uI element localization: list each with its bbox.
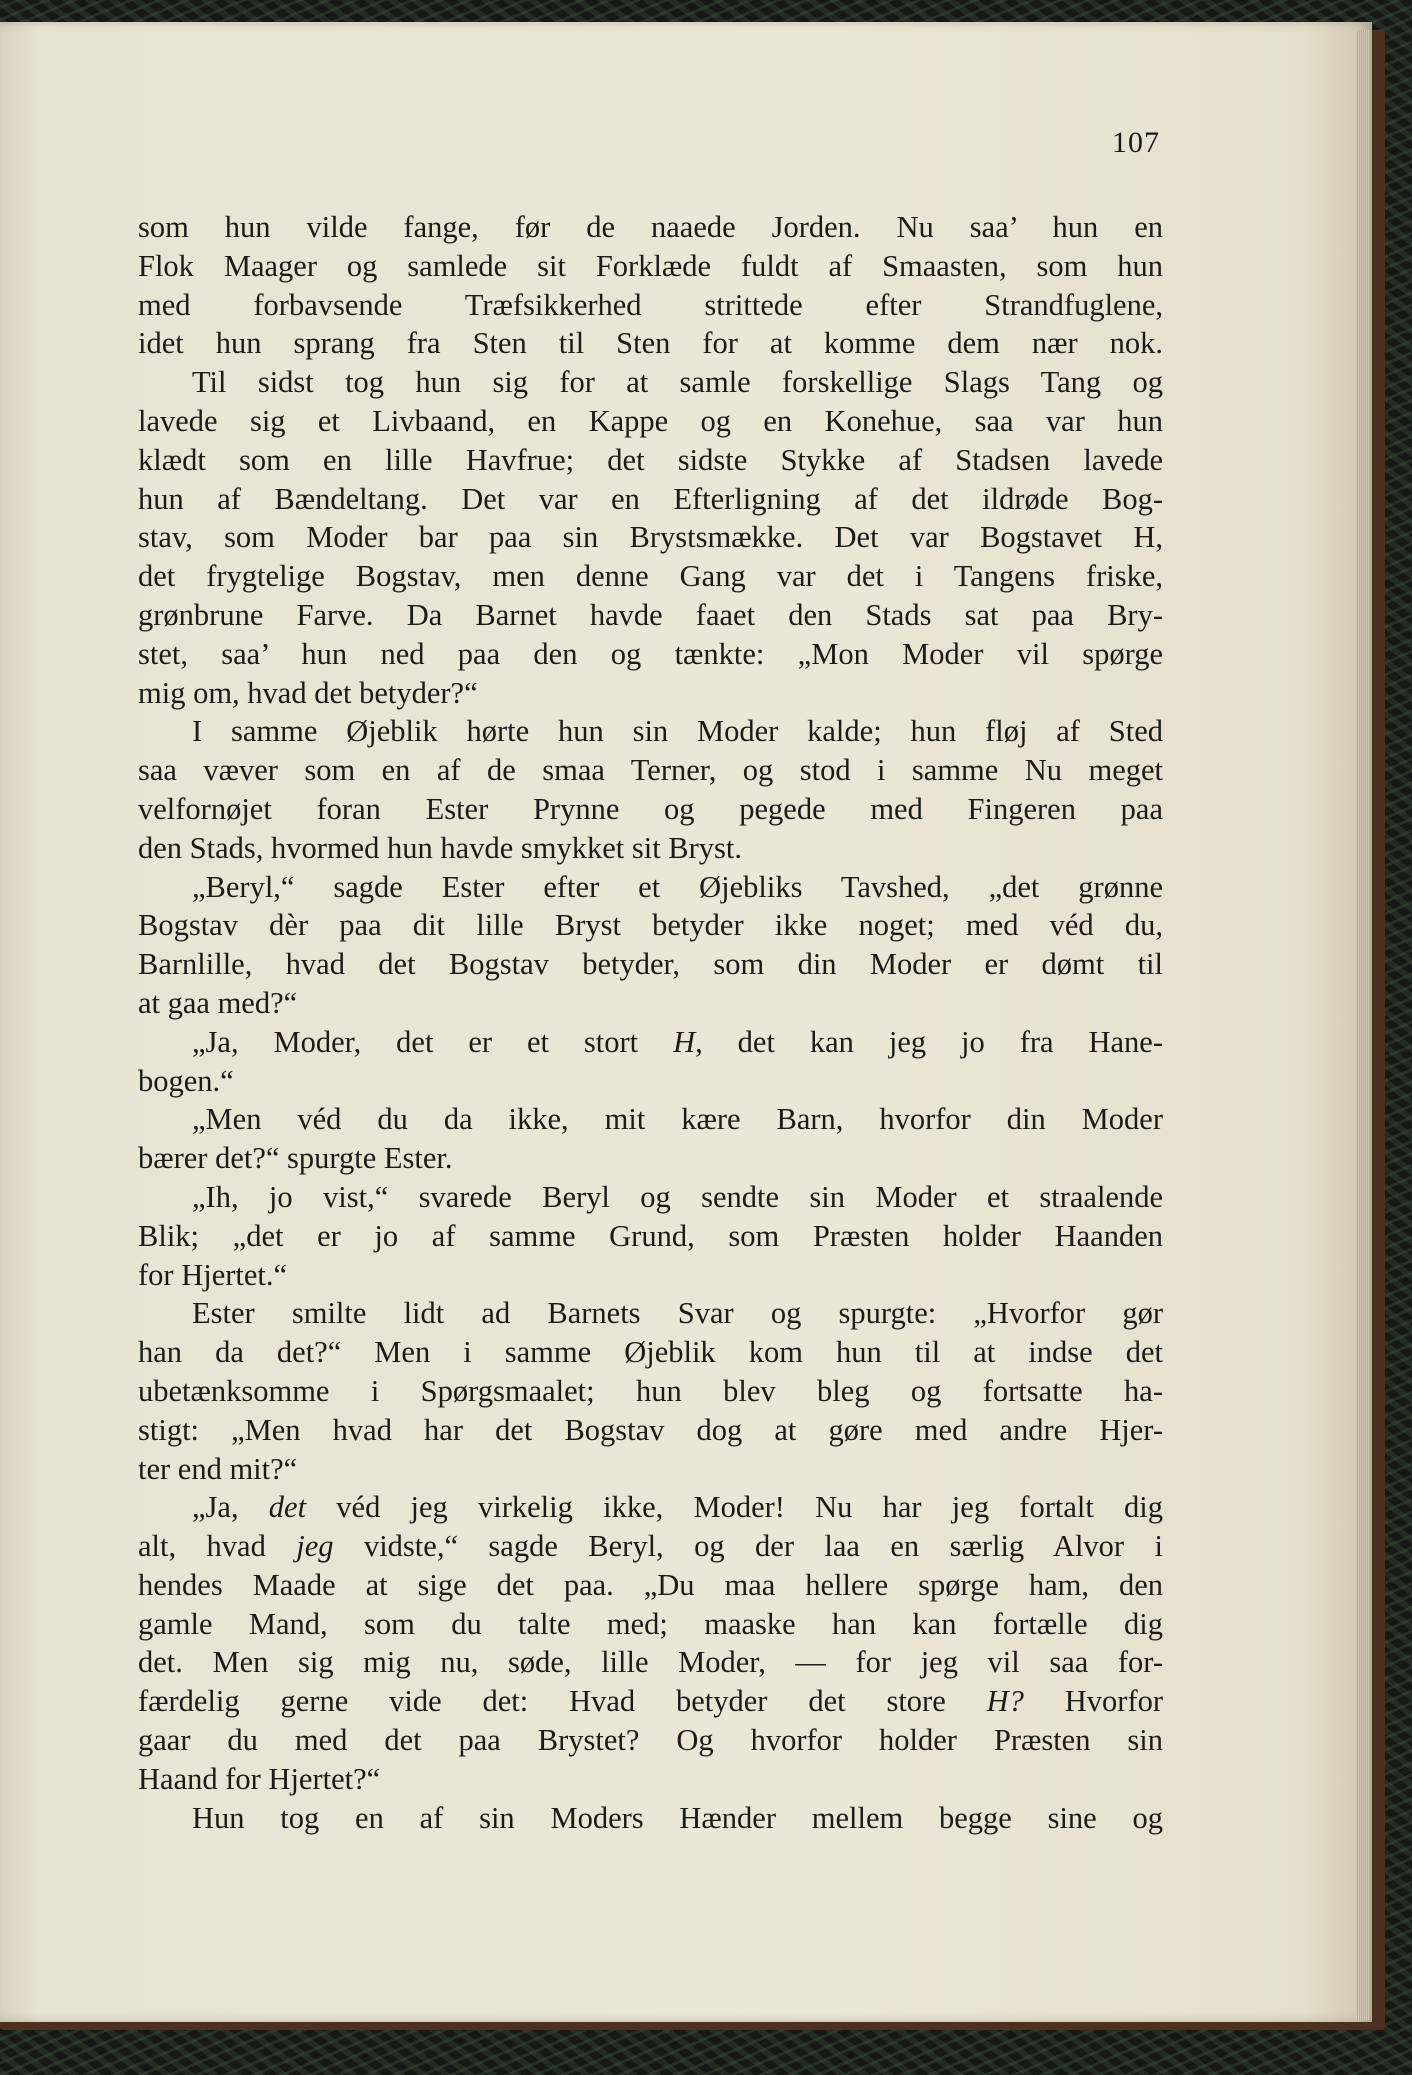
text-line: gaar du med det paa Brystet? Og hvorfor holder Præsten sin <box>138 1723 1163 1758</box>
text-line: Blik; „det er jo af samme Grund, som Præsten holder Haanden <box>138 1218 1163 1253</box>
text-line: den Stads, hvormed hun havde smykket sit Bryst. <box>138 830 743 865</box>
text-line: det frygtelige Bogstav, men denne Gang var det i Tangens friske, <box>138 559 1163 594</box>
text-line: alt, hvad jeg vidste,“ sagde Beryl, og der laa en særlig Alvor i <box>138 1529 1163 1564</box>
text-line: „Ja, det véd jeg virkelig ikke, Moder! Nu har jeg fortalt dig <box>192 1490 1163 1525</box>
text-line: Haand for Hjertet?“ <box>138 1761 381 1796</box>
text-line: hendes Maade at sige det paa. „Du maa hellere spørge ham, den <box>138 1567 1163 1602</box>
text-line: hun af Bændeltang. Det var en Efterligning af det ildrøde Bog- <box>138 481 1163 516</box>
text-line: ter end mit?“ <box>138 1451 298 1486</box>
text-line: mig om, hvad det betyder?“ <box>138 675 478 710</box>
text-line: Til sidst tog hun sig for at samle forskellige Slags Tang og <box>192 365 1163 400</box>
text-line: saa væver som en af de smaa Terner, og stod i samme Nu meget <box>138 753 1163 788</box>
text-line: lavede sig et Livbaand, en Kappe og en Konehue, saa var hun <box>138 403 1163 438</box>
text-line: „Men véd du da ikke, mit kære Barn, hvorfor din Moder <box>192 1102 1163 1137</box>
text-line: „Ih, jo vist,“ svarede Beryl og sendte sin Moder et straalende <box>192 1179 1163 1214</box>
text-line: han da det?“ Men i samme Øjeblik kom hun til at indse det <box>138 1335 1163 1370</box>
text-line: grønbrune Farve. Da Barnet havde faaet den Stads sat paa Bry- <box>138 597 1163 632</box>
text-line: ubetænksomme i Spørgsmaalet; hun blev bleg og fortsatte ha- <box>138 1373 1163 1408</box>
text-line: at gaa med?“ <box>138 985 298 1020</box>
page-number: 107 <box>1112 126 1160 159</box>
text-line: bærer det?“ spurgte Ester. <box>138 1141 453 1176</box>
text-line: som hun vilde fange, før de naaede Jorden. Nu saa’ hun en <box>138 210 1163 244</box>
text-line: I samme Øjeblik hørte hun sin Moder kalde; hun fløj af Sted <box>192 714 1163 749</box>
text-line: velfornøjet foran Ester Prynne og pegede med Fingeren paa <box>138 791 1163 826</box>
text-line: med forbavsende Træfsikkerhed strittede efter Strandfuglene, <box>138 287 1163 322</box>
text-line: gamle Mand, som du talte med; maaske han kan fortælle dig <box>138 1606 1163 1641</box>
text-line: „Beryl,“ sagde Ester efter et Øjebliks Tavshed, „det grønne <box>192 869 1163 904</box>
text-line: Flok Maager og samlede sit Forklæde fuldt af Smaasten, som hun <box>138 248 1163 283</box>
text-line: Hun tog en af sin Moders Hænder mellem begge sine og <box>192 1800 1163 1835</box>
text-line: Ester smilte lidt ad Barnets Svar og spurgte: „Hvorfor gør <box>192 1296 1163 1331</box>
text-line: stet, saa’ hun ned paa den og tænkte: „Mon Moder vil spørge <box>138 636 1163 671</box>
text-line: „Ja, Moder, det er et stort H, det kan jeg jo fra Hane- <box>192 1024 1163 1059</box>
text-line: det. Men sig mig nu, søde, lille Moder, — for jeg vil saa for- <box>138 1645 1163 1680</box>
text-line: stigt: „Men hvad har det Bogstav dog at gøre med andre Hjer- <box>138 1412 1163 1447</box>
text-line: for Hjertet.“ <box>138 1257 288 1292</box>
text-line: bogen.“ <box>138 1063 234 1098</box>
text-line: idet hun sprang fra Sten til Sten for at komme dem nær nok. <box>138 326 1163 361</box>
text-line: Bogstav dèr paa dit lille Bryst betyder ikke noget; med véd du, <box>138 908 1163 943</box>
text-line: klædt som en lille Havfrue; det sidste Stykke af Stadsen lavede <box>138 442 1163 477</box>
text-line: færdelig gerne vide det: Hvad betyder det store H? Hvorfor <box>138 1684 1164 1719</box>
text-line: Barnlille, hvad det Bogstav betyder, som din Moder er dømt til <box>138 947 1163 982</box>
page-stack-edge <box>1356 30 1370 2020</box>
text-line: stav, som Moder bar paa sin Brystsmække. Det var Bogstavet H, <box>138 520 1163 555</box>
body-text <box>138 208 1163 1837</box>
